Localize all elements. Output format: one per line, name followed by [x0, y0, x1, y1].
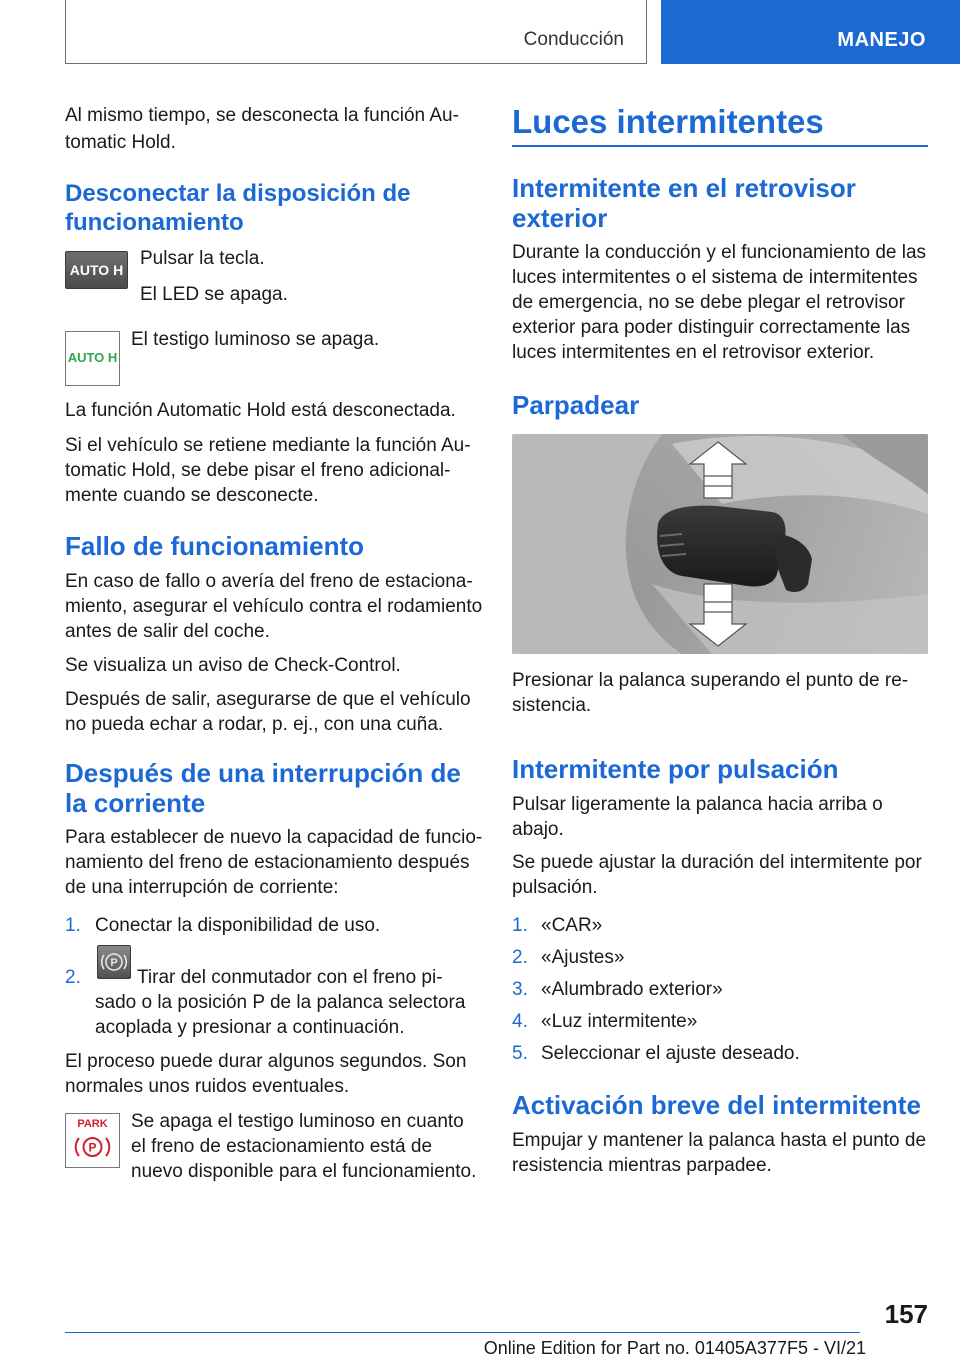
mirror-text: exterior para poder distinguir correctamente las	[512, 317, 911, 338]
heading-deactivate: Desconectar la disposición de	[65, 180, 411, 207]
park-text: el freno de estacionamiento está de	[131, 1136, 433, 1157]
park-text: Se apaga el testigo luminoso en cuanto	[131, 1111, 464, 1132]
mirror-text: de emergencia, no se debe plegar el retrovisor	[512, 292, 905, 313]
auto-h-indicator-icon	[65, 331, 120, 386]
malfunction-text: miento, asegurar el vehículo contra el rodamiento	[65, 596, 483, 617]
led-off-text: El LED se apaga.	[140, 284, 288, 305]
one-touch-text: Pulsar ligeramente la palanca hacia arriba o	[512, 794, 883, 815]
restore-text: Para establecer de nuevo la capacidad de funcio-	[65, 827, 483, 848]
turn-signal-lever-illustration	[512, 434, 928, 654]
menu-step-text: «Ajustes»	[541, 947, 625, 968]
edition-note: Online Edition for Part no. 01405A377F5 - VI/21	[483, 1338, 866, 1358]
footer-rule	[65, 1332, 860, 1333]
page-number: 157	[884, 1299, 928, 1329]
brief-text: resistencia mientras parpadee.	[512, 1155, 772, 1176]
checkcontrol-text: Se visualiza un aviso de Check-Control.	[65, 655, 401, 676]
restore-text: namiento del freno de estacionamiento después	[65, 852, 470, 873]
intro-line: tomatic Hold.	[65, 132, 176, 153]
heading-blink: Parpadear	[512, 390, 640, 420]
adjust-text: Se puede ajustar la duración del intermitente por	[512, 852, 922, 873]
malfunction-text: antes de salir del coche.	[65, 621, 270, 642]
auto-h-button-icon	[65, 251, 128, 289]
heading-mirror-signal: exterior	[512, 203, 608, 233]
hold-text: tomatic Hold, se debe pisar el freno adicional-	[65, 460, 451, 481]
heading-mirror-signal: Intermitente en el retrovisor	[512, 173, 856, 203]
after-text: no pueda echar a rodar, p. ej., con una cuña.	[65, 714, 444, 735]
press-button-text: Pulsar la tecla.	[140, 248, 265, 269]
adjust-text: pulsación.	[512, 877, 598, 898]
intro-line: Al mismo tiempo, se desconecta la función Au-	[65, 105, 459, 126]
brief-text: Empujar y mantener la palanca hasta el punto de	[512, 1130, 927, 1151]
deactivated-text: La función Automatic Hold está desconectada.	[65, 400, 456, 421]
menu-step-number: 4.	[512, 1011, 528, 1032]
mirror-text: luces intermitentes o el sistema de intermitentes	[512, 267, 918, 288]
hold-text: Si el vehículo se retiene mediante la función Au-	[65, 435, 471, 456]
auto-h-button-label: AUTO H	[69, 262, 124, 278]
parking-brake-switch-icon	[97, 945, 131, 979]
menu-step-text: «Luz intermitente»	[541, 1011, 698, 1032]
header-frame	[65, 0, 647, 64]
malfunction-text: En caso de fallo o avería del freno de estaciona-	[65, 571, 473, 592]
park-text: nuevo disponible para el funcionamiento.	[131, 1161, 477, 1182]
heading-turn-signals: Luces intermitentes	[512, 103, 824, 140]
mirror-text: Durante la conducción y el funcionamiento de las	[512, 242, 927, 263]
step-text: Tirar del conmutador con el freno pi-	[137, 967, 443, 988]
menu-step-number: 3.	[512, 979, 528, 1000]
heading-deactivate: funcionamiento	[65, 209, 244, 236]
heading-one-touch: Intermitente por pulsación	[512, 754, 839, 784]
duration-text: El proceso puede durar algunos segundos. Son	[65, 1051, 467, 1072]
heading-power-interruption: Después de una interrupción de	[65, 758, 461, 788]
caption-text: sistencia.	[512, 695, 592, 716]
menu-step-text: «Alumbrado exterior»	[541, 979, 723, 1000]
step-number: 2.	[65, 967, 81, 988]
hold-text: mente cuando se desconecte.	[65, 485, 319, 506]
one-touch-text: abajo.	[512, 819, 564, 840]
menu-step-number: 1.	[512, 915, 528, 936]
indicator-off-text: El testigo luminoso se apaga.	[131, 329, 380, 350]
step-text: sado o la posición P de la palanca selectora	[95, 992, 466, 1013]
menu-step-number: 5.	[512, 1043, 528, 1064]
heading-rule	[512, 145, 928, 147]
menu-step-text: «CAR»	[541, 915, 603, 936]
menu-step-number: 2.	[512, 947, 528, 968]
step-text: acoplada y presionar a continuación.	[95, 1017, 405, 1038]
chapter-tab[interactable]: MANEJO	[661, 0, 960, 64]
mirror-text: luces intermitentes en el retrovisor exterior.	[512, 342, 875, 363]
after-text: Después de salir, asegurarse de que el vehículo	[65, 689, 471, 710]
menu-step-text: Seleccionar el ajuste deseado.	[541, 1043, 800, 1064]
heading-malfunction: Fallo de funcionamiento	[65, 531, 365, 561]
section-title: Conducción	[523, 29, 624, 50]
park-indicator-label: PARK	[77, 1118, 108, 1130]
restore-text: de una interrupción de corriente:	[65, 877, 339, 898]
park-indicator-icon	[65, 1113, 120, 1168]
duration-text: normales unos ruidos eventuales.	[65, 1076, 350, 1097]
step-text: Conectar la disponibilidad de uso.	[95, 915, 381, 936]
svg-text:P: P	[88, 1140, 97, 1155]
auto-h-indicator-label: AUTO H	[67, 350, 118, 365]
step-number: 1.	[65, 915, 81, 936]
svg-text:P: P	[110, 957, 118, 969]
caption-text: Presionar la palanca superando el punto de re-	[512, 670, 909, 691]
heading-power-interruption: la corriente	[65, 788, 206, 818]
heading-brief-activation: Activación breve del intermitente	[512, 1090, 921, 1120]
